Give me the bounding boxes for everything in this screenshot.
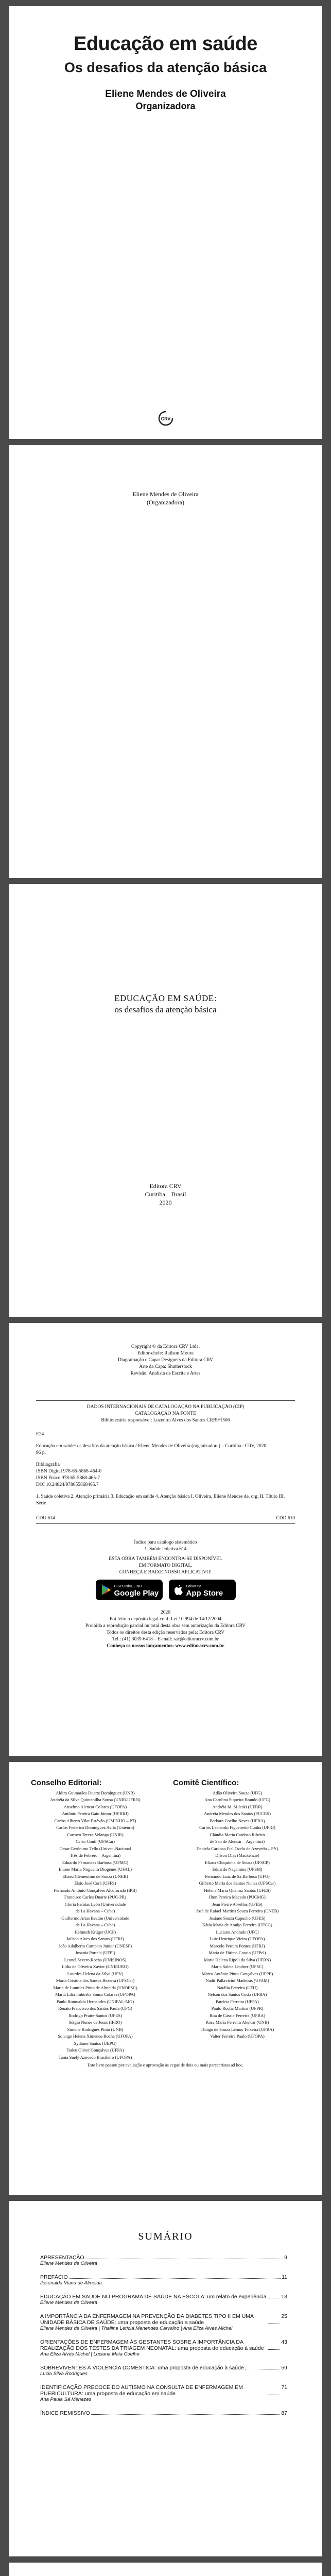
editorial-member: Antônio Pereira Gaio Júnior (UFRRJ)	[62, 1811, 129, 1816]
scientific-member: Marcelo Pereira Pontes (UFRJ)	[210, 1943, 265, 1948]
toc-page-number: 59	[281, 2365, 287, 2371]
toc-entry[interactable]	[40, 2410, 287, 2416]
scientific-member: Dilson Dias (Mackenzie)	[215, 1853, 259, 1858]
editorial-member: Elione Maria Nogueira Diogenes (UFAL)	[59, 1867, 132, 1872]
toc-entry-author: Eliene Mendes de Oliveira | Thalline Letícia Menendes Carvalho | Ana Eliza Alves Michel	[40, 2326, 233, 2331]
catalog-index-line: Índice para catálogo sistemático	[134, 1540, 197, 1545]
app-store-text: App Store	[186, 1589, 223, 1598]
cip-line: Bibliografia	[36, 1462, 60, 1467]
google-play-small-text: DISPONÍVEL NO	[114, 1585, 142, 1588]
scientific-member: Adão Oliveira Souza (UFG)	[212, 1790, 263, 1795]
scientific-member: Andréia M. Mileski (UFRR)	[212, 1804, 263, 1809]
summary-title: SUMÁRIO	[138, 2231, 193, 2242]
toc-entry-author: Lucia Silva Rodrigues	[40, 2371, 88, 2377]
cdd-code: CDD 610	[276, 1516, 295, 1521]
toc-leader-dots	[267, 2294, 280, 2298]
toc-entry-title: EDUCAÇÃO EM SAÚDE NO PROGRAMA DE SAÚDE NA ESCOLA: um relato de experiência	[40, 2294, 267, 2300]
scientific-member: Eliana Chiquinha de Sousa (UFSCP)	[205, 1859, 270, 1865]
scientific-committee	[173, 1780, 302, 2040]
app-store-badge[interactable]	[169, 1580, 236, 1600]
toc-leader-dots	[245, 2365, 281, 2369]
toc-entry-author: Eliene Mendes de Oliveira	[40, 2261, 97, 2266]
cover-subtitle: Os desafios da atenção básica	[64, 60, 267, 75]
cip-header-line: DADOS INTERNACIONAIS DE CATALOGAÇÃO NA PUBLICAÇÃO (CIP)	[86, 1404, 245, 1410]
toc-entry[interactable]	[40, 2365, 287, 2377]
scientific-member: Kátia Maria de Araújo Ferreira (UFCG)	[202, 1922, 272, 1927]
editorial-council	[31, 1780, 160, 2061]
copyright-block	[9, 1344, 322, 1377]
scientific-member: Marco Antônio Pinto Gonçalves (UFPE)	[201, 1971, 273, 1976]
scientific-member: Luiz Henrique Vieira (UFOPA)	[210, 1936, 265, 1941]
editorial-member: Celso Conti (UFSCar)	[75, 1839, 115, 1844]
toc-leader-dots	[268, 2384, 280, 2395]
scientific-member: Eduardo Nagamine (UFSM)	[212, 1867, 263, 1872]
editorial-member: Helmuth Krüger (UCP)	[74, 1929, 116, 1935]
editorial-member: Elizeu Clementino de Souza (UNEB)	[62, 1873, 128, 1879]
editorial-member: Lídia de Oliveira Xavier (UNIEURO)	[62, 1964, 129, 1969]
digital-availability	[9, 1556, 322, 1576]
toc-entry-title: ORIENTAÇÕES DE ENFERMAGEM ÀS GESTANTES SOBRE A IMPORTÂNCIA DA REALIZAÇÃO DOS TESTES DA TRIAGEM NEONATAL: uma proposta de educação à saúde	[40, 2339, 264, 2351]
scientific-member: Nadir Pallavicini Madeiras (UFAM)	[205, 1978, 269, 1983]
legal-footer	[9, 1609, 322, 1650]
editorial-member: Três de Febrero – Argentina)	[69, 1853, 121, 1858]
toc-entry[interactable]	[40, 2255, 287, 2266]
crv-logo-text: CRV	[161, 416, 171, 421]
publisher-name: Editora CRV	[149, 1182, 182, 1190]
publisher-year: 2020	[159, 1199, 172, 1206]
editorial-member: Simone Rodrigues Pinto (UNB)	[67, 2026, 124, 2032]
toc-entry-title: IDENTIFICAÇÃO PRECOCE DO AUTISMO NA CONSULTA DE ENFERMAGEM EM PUERICULTURA: uma proposta de educação em saúde	[40, 2384, 243, 2397]
editorial-member: Sérgio Nunes de Jesus (IFRO)	[68, 2020, 122, 2025]
editorial-member: Francisco Carlos Duarte (PUC-PR)	[64, 1894, 127, 1900]
toc-entry-title: ÍNDICE REMISSIVO	[40, 2410, 90, 2416]
cip-line: 96 p.	[36, 1450, 46, 1455]
editorial-member: Cesar Gerónimo Tello (Univer .Nacional	[59, 1845, 131, 1851]
editorial-member: Anselmo Alencar Colares (UFOPA)	[63, 1804, 127, 1809]
summary-page	[9, 2201, 322, 2556]
scientific-member: Barbara Coelho Neves (UFBA)	[210, 1818, 265, 1823]
scientific-member: Maria de Fátima Cossio (UFPel)	[208, 1950, 266, 1955]
crv-logo-icon	[157, 411, 175, 429]
toc-leader-dots	[69, 2274, 281, 2279]
toc-entry[interactable]	[40, 2384, 287, 2402]
cip-line: 1. Saúde coletiva 2. Atenção primária 3. Educação em saúde 4. Atenção básica I. Oliveira, Eliene Mendes de. org. II. Título III. Série	[36, 1494, 285, 1506]
editorial-member: Josania Portela (UFPI)	[75, 1950, 115, 1955]
scientific-member: Natália Ferreira (UFU)	[217, 1985, 258, 1990]
cip-line: DOI 10.24824/978655868465.7	[36, 1482, 99, 1487]
editorial-member: Renato Francisco dos Santos Paula (UFG)	[58, 2006, 132, 2011]
toc-page-number: 71	[281, 2384, 287, 2391]
toc-leader-dots	[85, 2255, 284, 2259]
editorial-member: João Adalberto Campato Junior (UNESP)	[58, 1943, 132, 1948]
availability-line: EM FORMATO DIGITAL.	[138, 1563, 193, 1568]
presentation-page	[9, 2563, 322, 2576]
scientific-member: Fernando Luiz de Sá Barbosa (UFU)	[205, 1873, 270, 1879]
toc-entry-row	[40, 2255, 287, 2261]
scientific-member: Jean Pierre Arvellos (UFES)	[212, 1901, 263, 1907]
scientific-member: Helena Maria Queiroz Santos (UFES)	[204, 1887, 271, 1893]
footer-line: Conheça os nossos lançamentos: www.editoracrv.com.br	[107, 1643, 224, 1649]
title-page-title: EDUCAÇÃO EM SAÚDE:	[114, 993, 217, 1003]
publisher-city: Curitiba – Brasil	[145, 1191, 186, 1198]
editorial-member: Andréia da Silva Quintanilha Sousa (UNIR/UFRN)	[50, 1797, 141, 1802]
toc-leader-dots	[91, 2410, 280, 2415]
editorial-member: Eduardo Fernandes Barbosa (UFMG)	[62, 1859, 129, 1865]
cdu-code: CDU 614	[36, 1516, 55, 1521]
editorial-member: de La Havana – Cuba)	[75, 1908, 115, 1913]
half-title-author: Eliene Mendes de Oliveira	[132, 490, 199, 498]
toc-entry-row	[40, 2384, 287, 2397]
editorial-member: Aldira Guimarães Duarte Domínguez (UNB)	[56, 1790, 135, 1795]
copyright-line: Copyright © da Editora CRV Ltda.	[131, 1344, 200, 1349]
toc-page-number: 87	[281, 2410, 287, 2416]
editorial-member: Carlos Alberto Vilar Estêvão (UMINHO – PT)	[54, 1818, 136, 1823]
scientific-member: Cláudia Maria Cardoso Ribeiro	[210, 1832, 265, 1837]
scientific-committee-title: Comitê Científico:	[173, 1778, 239, 1787]
footer-line: Proibida a reprodução parcial ou total desta obra sem autorização da Editora CRV	[85, 1623, 246, 1629]
cip-header	[36, 1400, 295, 1424]
cover-role: Organizadora	[135, 101, 196, 111]
cip-body	[36, 1431, 295, 1507]
scientific-member: Valter Ferreira Paulo (UFOPA)	[210, 2033, 265, 2039]
toc-entry-title: APRESENTAÇÃO	[40, 2255, 84, 2261]
scientific-member: Maria Salete Lindner (UFSC)	[211, 1964, 264, 1969]
toc-entry-author: Ana Eliza Alves Michel | Luciana Maia Coelho	[40, 2351, 140, 2357]
copyright-line: Revisão: Analista de Escrita e Artes	[130, 1371, 201, 1376]
scientific-member: Carlos Leonardo Figueiredo Cunha (UFRJ)	[199, 1825, 275, 1830]
scientific-member: Andréia Mendes dos Santos (PUCRS)	[204, 1811, 271, 1816]
scientific-member: Rita de Cássia Ferreira (UFBA)	[209, 2012, 266, 2018]
toc-page-number: 25	[281, 2313, 287, 2319]
catalog-index	[9, 1539, 322, 1553]
table-of-contents	[40, 2255, 287, 2424]
editorial-member: Solange Helena Ximenes-Rocha (UFOPA)	[58, 2033, 133, 2039]
toc-entry-author: Josenalda Viana de Almeida	[40, 2280, 102, 2286]
editorial-member: Élsio José Corá (UFFS)	[74, 1880, 116, 1886]
toc-entry[interactable]	[40, 2313, 287, 2331]
toc-leader-dots	[268, 2313, 280, 2324]
toc-entry-author: Eliene Mendes de Oliveira	[40, 2300, 97, 2306]
scientific-member: Ana Carolina Siqueira Brando (UFG)	[204, 1797, 270, 1802]
toc-entry-title: A IMPORTÂNCIA DA ENFERMAGEM NA PREVENÇÃO DA DIABETES TIPO II EM UMA UNIDADE BÁSICA DE SAÚDE: uma proposta de educação a saúde	[40, 2313, 254, 2326]
copyright-line: Arte da Capa: Shutterstock	[139, 1364, 192, 1369]
toc-page-number: 13	[281, 2294, 287, 2300]
toc-entry[interactable]	[40, 2274, 287, 2286]
editorial-member: de La Havana – Cuba)	[75, 1922, 115, 1927]
editorial-member: Leonel Severo Rocha (UNISINOS)	[64, 1957, 127, 1962]
app-store-badges	[9, 1580, 322, 1600]
cip-block	[36, 1400, 295, 1524]
cip-classification	[36, 1515, 295, 1524]
editorial-member: Carlos Federico Dominguez Avila (Unieuro)	[56, 1825, 134, 1830]
scientific-member: Nelson dos Santos Costa (UFBA)	[207, 1992, 267, 1997]
title-page-publisher	[9, 1182, 322, 1207]
scientific-member: Gilberto Maria dos Santos Nunes (UFSCar)	[199, 1880, 276, 1886]
footer-line: 2020	[161, 1610, 170, 1615]
cover-page	[9, 6, 322, 439]
toc-entry-row	[40, 2339, 287, 2351]
scientific-member: Maria Helena Ripoli da Silva (UFRN)	[203, 1957, 271, 1962]
availability-line: ESTA OBRA TAMBÉM ENCONTRA-SE DISPONÍVEL	[109, 1556, 222, 1562]
toc-entry-row	[40, 2294, 287, 2300]
scientific-member: Patrícia Ferreira (UFPA)	[216, 1998, 259, 2004]
toc-entry-title: SOBREVIVENTES À VIOLÊNCIA DOMÉSTICA: uma proposta de educação à saúde	[40, 2365, 244, 2371]
toc-entry-row	[40, 2365, 287, 2371]
scientific-member: José de Rafael Martins Souza Ferreira (UNEB)	[196, 1908, 279, 1913]
google-play-text: Google Play	[114, 1589, 159, 1598]
scientific-member: de São de Alencar – Argentina)	[210, 1839, 265, 1844]
editorial-member: Fernando Antônio Gonçalves Alcoforado (IPB)	[54, 1887, 137, 1893]
editorial-member: Gloria Fariñas León (Universidade	[64, 1901, 126, 1907]
scientific-member: Josiane Souza Capucho (UFES)	[209, 1915, 266, 1921]
editorial-member: Carmen Tereza Velanga (UNIR)	[67, 1832, 124, 1837]
peer-review-note: Este livro passou por avaliação e aprovação às cegas de dois ou mais pareceristas ad hoc.	[87, 2062, 244, 2067]
app-store-small-text: Baixar na	[186, 1585, 202, 1588]
editorial-member: Maria de Lourdes Pinto de Almeida (UNOESC)	[53, 1985, 137, 1990]
councils-page	[9, 1762, 322, 2195]
copyright-line: Diagramação e Capa: Designers da Editora CRV	[118, 1358, 213, 1363]
scientific-member: Paulo Rocha Martins (UFPR)	[211, 2006, 264, 2011]
toc-entry-title: PREFÁCIO	[40, 2274, 68, 2280]
cip-header-line: Bibliotecária responsável: Luzenira Alves dos Santos CRB9/1506	[101, 1418, 230, 1423]
cip-line: Educação em saúde: os desafios da atenção básica / Eliene Mendes de Oliveira (organizadora) – Curitiba : CRV, 2020.	[36, 1444, 268, 1449]
editorial-member: Paulo Romualdo Hernandes (UNIFAL-MG)	[56, 1998, 134, 2004]
title-page-subtitle: os desafios da atenção básica	[114, 1005, 217, 1014]
toc-page-number: 43	[281, 2339, 287, 2345]
cover-author: Eliene Mendes de Oliveira	[105, 89, 226, 99]
editorial-member: Jailson Alves dos Santos (UFRJ)	[66, 1936, 124, 1941]
cip-header-line: CATALOGAÇÃO NA FONTE	[134, 1411, 197, 1416]
apple-icon	[174, 1584, 183, 1596]
copyright-line: Editor-chefe: Railson Moura	[137, 1351, 194, 1356]
scientific-member: Daniela Cardoso Fiel Ozelo de Azevedo – PY)	[196, 1845, 278, 1851]
catalog-index-line: 1. Saúde coletiva 614	[144, 1547, 187, 1552]
editorial-member: Maria Lília Imbiriba Sousa Colares (UFOPA)	[55, 1992, 135, 1997]
half-title-role: (Organizadora)	[146, 499, 185, 506]
toc-entry[interactable]	[40, 2339, 287, 2357]
toc-page-number: 9	[284, 2255, 287, 2261]
toc-entry-row	[40, 2410, 287, 2416]
copyright-page	[9, 1323, 322, 1756]
scientific-member: Ilton Pereira Macedo (PUCMG)	[209, 1894, 266, 1900]
title-page	[9, 884, 322, 1317]
editorial-member: Guillermo Arias Beatón (Universidade	[61, 1915, 129, 1921]
toc-leader-dots	[268, 2339, 280, 2350]
toc-entry-row	[40, 2274, 287, 2280]
editorial-member: Tadeu Oliver Gonçalves (UFPA)	[66, 2047, 124, 2053]
cip-line: ISBN Físico 978-65-5868-465-7	[36, 1476, 100, 1481]
cip-line: ISBN Digital 978-65-5868-464-0	[36, 1469, 102, 1474]
editorial-member: Sydione Santos (UEPG)	[74, 2040, 117, 2046]
editorial-council-title: Conselho Editorial:	[31, 1778, 102, 1787]
footer-line: Foi feito o depósito legal conf. Lei 10.994 de 14/12/2004	[109, 1617, 222, 1622]
footer-line: Todos os direitos desta edição reservados pela: Editora CRV	[106, 1630, 225, 1635]
cip-line: E24	[36, 1432, 44, 1437]
scientific-member: Rosa Maria Ferreira Alencar (UNB)	[205, 2020, 269, 2025]
google-play-badge[interactable]	[96, 1580, 163, 1600]
editorial-member: Rodrigo Pratte-Santos (UFES)	[68, 2012, 122, 2018]
editorial-member: Tania Suely Azevedo Brasileiro (UFOPA)	[58, 2054, 132, 2060]
scientific-member: Thiago de Souza Lemos Teixeira (UFBA)	[200, 2026, 274, 2032]
toc-entry-author: Ana Paula Sá Menezes	[40, 2397, 92, 2402]
editorial-member: Lourdes Helena da Silva (UFV)	[67, 1971, 124, 1976]
half-title-page	[9, 445, 322, 878]
toc-page-number: 11	[282, 2274, 287, 2280]
availability-line: CONHEÇA E BAIXE NOSSO APLICATIVO!	[119, 1570, 212, 1575]
toc-entry-row	[40, 2313, 287, 2326]
footer-line: Tel.: (41) 3039-6418 – E-mail: sac@editoracrv.com.br	[112, 1637, 219, 1642]
cover-title: Educação em saúde	[74, 33, 257, 55]
scientific-member: Luciano Andrade (UFC)	[216, 1929, 259, 1935]
google-play-icon	[101, 1584, 111, 1596]
toc-entry[interactable]	[40, 2294, 287, 2306]
editorial-member: Maria Cristina dos Santos Bezerra (UFSCar)	[56, 1978, 135, 1983]
